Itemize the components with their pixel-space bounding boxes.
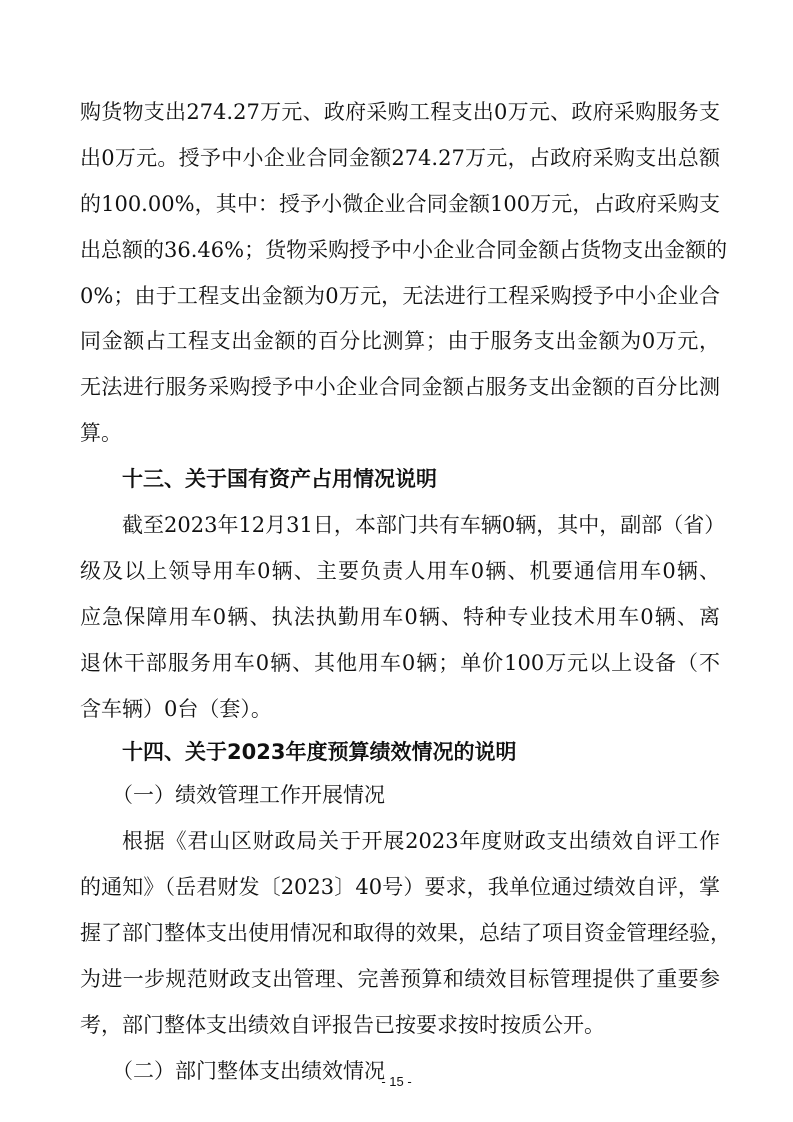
text-line: 0%；由于工程支出金额为0万元，无法进行工程采购授予中小企业合 — [80, 283, 720, 308]
text-line: 购货物支出274.27万元、政府采购工程支出0万元、政府采购服务支 — [80, 100, 720, 124]
subsection-1-heading: （一）绩效管理工作开展情况 — [112, 783, 385, 808]
text-line: 握了部门整体支出使用情况和取得的效果，总结了项目资金管理经验， — [80, 921, 731, 946]
subsection-2-heading: （二）部门整体支出绩效情况 — [112, 1058, 385, 1083]
text-line: 出0万元。授予中小企业合同金额274.27万元，占政府采购支出总额 — [80, 145, 720, 170]
section-14-heading: 十四、关于2023年度预算绩效情况的说明 — [122, 740, 517, 765]
text-line: 应急保障用车0辆、执法执勤用车0辆、特种专业技术用车0辆、离 — [80, 604, 720, 629]
text-line: 的通知》（岳君财发〔2023〕40号）要求，我单位通过绩效自评，掌 — [80, 875, 720, 900]
text-line: 退休干部服务用车0辆、其他用车0辆；单价100万元以上设备（不 — [80, 650, 720, 675]
text-line: 根据《君山区财政局关于开展2023年度财政支出绩效自评工作 — [122, 829, 720, 854]
text-line: 考，部门整体支出绩效自评报告已按要求按时按质公开。 — [80, 1012, 605, 1037]
text-line: 为进一步规范财政支出管理、完善预算和绩效目标管理提供了重要参 — [80, 967, 720, 992]
text-line: 无法进行服务采购授予中小企业合同金额占服务支出金额的百分比测 — [80, 375, 720, 400]
text-line: 截至2023年12月31日，本部门共有车辆0辆，其中，副部（省） — [122, 513, 726, 538]
section-13-heading: 十三、关于国有资产占用情况说明 — [122, 467, 437, 492]
section-13-paragraph — [80, 503, 726, 732]
text-line: 的100.00%，其中：授予小微企业合同金额100万元，占政府采购支 — [80, 191, 720, 216]
text-line: 出总额的36.46%；货物采购授予中小企业合同金额占货物支出金额的 — [80, 237, 728, 262]
page-number: - 15 - — [381, 1074, 412, 1089]
text-line: 级及以上领导用车0辆、主要负责人用车0辆、机要通信用车0辆、 — [80, 558, 720, 583]
text-line: 算。 — [80, 421, 122, 446]
text-line: 同金额占工程支出金额的百分比测算；由于服务支出金额为0万元， — [80, 329, 720, 354]
procurement-paragraph — [80, 90, 728, 457]
text-line: 含车辆）0台（套）。 — [80, 696, 272, 721]
document-body — [80, 90, 731, 1095]
section-14-paragraph — [80, 819, 731, 1048]
